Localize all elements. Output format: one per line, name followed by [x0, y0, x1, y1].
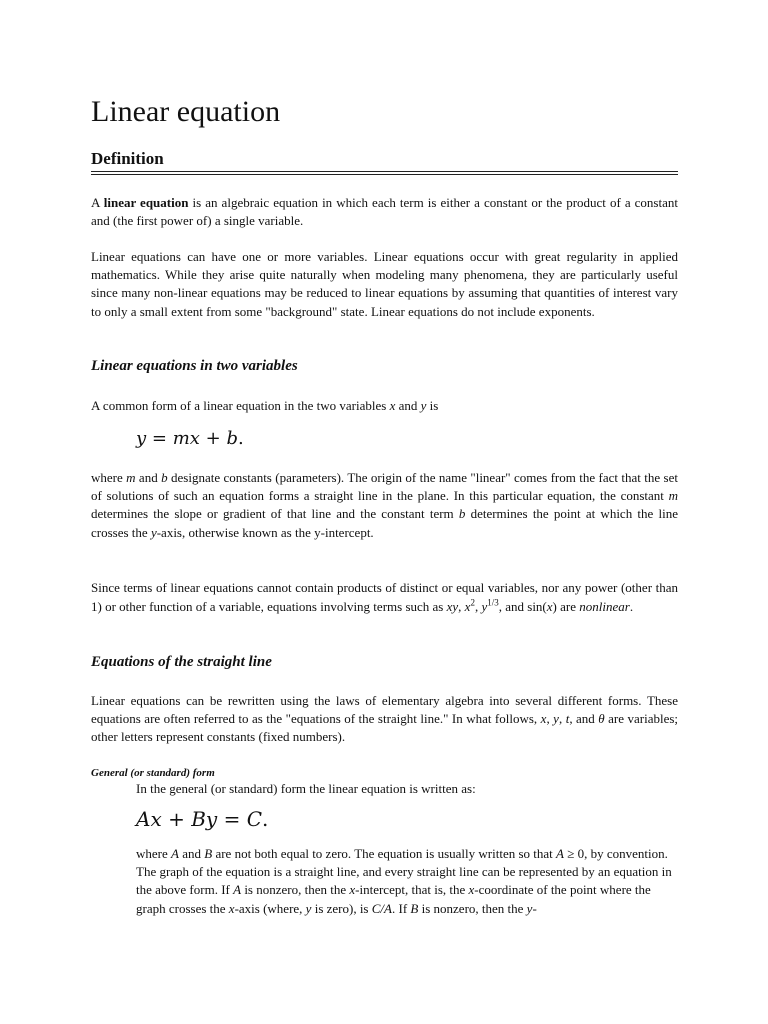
definition-paragraph-2: Linear equations can have one or more variables. Linear equations occur with great regularity in applied mathematics. While they arise quite naturally when modeling many phenomena, they are particularly useful since many non-linear equations may be reduced to linear equations by assuming that quantities of interest vary to only a small extent from some "background" state. Linear equations do not include exponents. [91, 249, 678, 319]
formula-general-form: Ax + By = C. [136, 807, 269, 831]
two-variables-intro: A common form of a linear equation in the two variables x and y is [91, 398, 439, 413]
heading-rule-bottom [91, 174, 678, 175]
formula-slope-intercept: y = mx + b. [136, 428, 244, 449]
page-title: Linear equation [91, 95, 281, 128]
definition-heading: Definition [91, 149, 164, 168]
two-variables-heading: Linear equations in two variables [91, 358, 298, 374]
straight-line-paragraph: Linear equations can be rewritten using the laws of elementary algebra into several different forms. These equations are often referred to as the "equations of the straight line." In what follows, x, y, t, and θ are variables; other letters represent constants (fixed numbers). [91, 693, 679, 745]
straight-line-heading: Equations of the straight line [91, 654, 272, 670]
heading-rule-top [91, 171, 678, 172]
two-variables-where-paragraph: where m and b designate constants (parameters). The origin of the name "linear" comes from the fact that the set of solutions of such an equation forms a straight line in the plane. In this particular equation, the constant m determines the slope or gradient of that line and the constant term b determines the point at which the line crosses the y-axis, otherwise known as the y-intercept. [91, 470, 678, 540]
definition-paragraph-1: A linear equation is an algebraic equation in which each term is either a constant or the product of a constant and (the first power of) a single variable. [91, 195, 678, 229]
general-form-heading: General (or standard) form [91, 767, 215, 779]
term-linear-equation: linear equation [103, 195, 189, 210]
general-form-paragraph: where A and B are not both equal to zero. The equation is usually written so that A ≥ 0, by convention. The graph of the equation is a straight line, and every straight line can be represented by an equation in the above form. If A is nonzero, then the x-intercept, that is, the x-coordinate of the point where the graph crosses the x-axis (where, y is zero), is C/A. If B is nonzero, then the y- [136, 846, 672, 916]
general-form-intro: In the general (or standard) form the linear equation is written as: [136, 781, 476, 796]
two-variables-nonlinear-paragraph: Since terms of linear equations cannot contain products of distinct or equal variables, nor any power (other than 1) or other function of a variable, equations involving terms such as xy, $x^2$, $y^{1/3}$, and sin(x) are nonlinear. [91, 580, 678, 614]
